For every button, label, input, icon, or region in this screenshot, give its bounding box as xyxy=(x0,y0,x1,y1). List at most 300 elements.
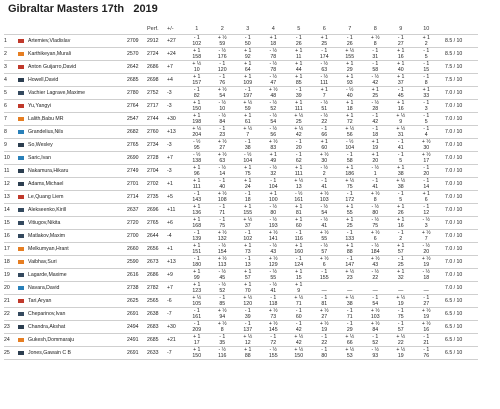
round-opponent: 102 xyxy=(192,41,202,47)
round-opponent: 76 xyxy=(219,80,226,86)
round-opponent: 150 xyxy=(192,106,202,112)
round-opponent: 160 xyxy=(294,249,304,255)
round-cell xyxy=(414,152,440,165)
round-opponent: 13 xyxy=(244,262,251,268)
round-opponent: 22 xyxy=(372,275,379,281)
rating-cell: 2720 xyxy=(127,220,139,226)
round-result: + ½ xyxy=(294,334,304,340)
round-cell xyxy=(414,178,440,191)
perf-cell: 2735 xyxy=(147,194,159,200)
round-opponent: 22 xyxy=(397,340,404,346)
round-result: + ½ xyxy=(243,217,253,223)
round-result: - 1 xyxy=(244,191,251,197)
player-name: Yu,Yangyi xyxy=(28,103,51,109)
round-opponent: 109 xyxy=(243,80,253,86)
round-opponent: 76 xyxy=(423,353,430,359)
round-opponent: 57 xyxy=(321,249,328,255)
round-result: + 1 xyxy=(295,204,303,210)
rank-cell: 2 xyxy=(4,51,7,57)
round-opponent: 49 xyxy=(270,158,277,164)
round-opponent: 29 xyxy=(346,67,353,73)
round-opponent: 60 xyxy=(321,145,328,151)
diff-cell: +9 xyxy=(167,272,173,278)
round-opponent: 186 xyxy=(345,171,355,177)
perf-cell: 2683 xyxy=(147,324,159,330)
score-cell: 6.5 / 10 xyxy=(445,324,463,330)
flag-icon xyxy=(18,312,24,316)
round-cell xyxy=(210,321,236,334)
round-opponent: 2 xyxy=(322,171,326,177)
score-cell: 6.5 / 10 xyxy=(445,311,463,317)
round-opponent: 129 xyxy=(268,262,278,268)
round-opponent: 78 xyxy=(270,54,277,60)
round-cell xyxy=(388,334,414,347)
rating-cell: 2780 xyxy=(127,90,139,96)
flag-icon xyxy=(18,113,28,126)
round-result: + ½ xyxy=(217,256,227,262)
flag-icon xyxy=(18,234,24,238)
round-result: - 1 xyxy=(193,321,200,327)
round-result: - ½ xyxy=(269,347,277,353)
rank-cell: 7 xyxy=(4,116,7,122)
perf-cell: 2638 xyxy=(147,311,159,317)
round-opponent: 54 xyxy=(219,93,226,99)
round-result: - 1 xyxy=(219,126,226,132)
score-cell: 6.5 / 10 xyxy=(445,350,463,356)
round-cell xyxy=(414,334,440,347)
round-opponent: 63 xyxy=(219,158,226,164)
page-title: Gibraltar Masters 17th 2019 xyxy=(8,3,158,15)
round-cell xyxy=(337,48,363,61)
round-result: - ½ xyxy=(320,204,328,210)
player-name: Navara,David xyxy=(28,285,60,291)
round-opponent: 72 xyxy=(270,340,277,346)
round-result: - 1 xyxy=(397,139,404,145)
round-opponent: 8 xyxy=(373,41,377,47)
round-opponent: 31 xyxy=(397,132,404,138)
perf-cell: 2782 xyxy=(147,285,159,291)
round-result: + ½ xyxy=(396,126,406,132)
round-opponent: 111 xyxy=(294,171,303,177)
round-result: - 1 xyxy=(219,178,226,184)
round-result: + ½ xyxy=(370,321,380,327)
round-result: - 1 xyxy=(397,87,404,93)
round-opponent: 58 xyxy=(372,67,379,73)
round-result: - 1 xyxy=(295,152,302,158)
round-result: + ½ xyxy=(243,295,253,301)
round-cell xyxy=(363,87,389,100)
round-cell xyxy=(414,48,440,61)
round-opponent: 81 xyxy=(295,210,302,216)
flag-icon xyxy=(18,78,24,82)
perf-cell: 2698 xyxy=(147,77,159,83)
round-result: - 1 xyxy=(244,139,251,145)
diff-cell: -7 xyxy=(167,350,172,356)
round-opponent: 100 xyxy=(268,197,278,203)
round-cell xyxy=(414,191,440,204)
round-result: - 1 xyxy=(321,347,328,353)
round-opponent: 60 xyxy=(295,314,302,320)
flag-icon xyxy=(18,117,24,121)
rating-cell: 2709 xyxy=(127,38,139,44)
round-opponent: 5 xyxy=(399,197,403,203)
round-opponent: — xyxy=(423,288,429,294)
round-cell xyxy=(286,347,312,360)
round-result: - ½ xyxy=(218,347,226,353)
round-result: - 1 xyxy=(321,295,328,301)
round-cell xyxy=(414,74,440,87)
round-result: - 1 xyxy=(219,334,226,340)
round-cell xyxy=(261,308,287,321)
header-diff: +/- xyxy=(167,26,174,32)
round-opponent: 84 xyxy=(219,119,226,125)
round-opponent: 57 xyxy=(397,249,404,255)
diff-cell: +7 xyxy=(167,155,173,161)
round-opponent: 29 xyxy=(346,327,353,333)
round-opponent: 174 xyxy=(319,54,329,60)
round-cell xyxy=(286,256,312,269)
round-opponent: 55 xyxy=(346,210,353,216)
round-cell xyxy=(312,74,338,87)
round-cell xyxy=(312,191,338,204)
round-cell xyxy=(286,204,312,217)
score-cell: 7.5 / 10 xyxy=(445,64,463,70)
round-opponent: 19 xyxy=(423,314,430,320)
round-cell xyxy=(184,243,210,256)
table-row xyxy=(4,230,478,243)
round-opponent: 22 xyxy=(321,119,328,125)
flag-icon xyxy=(18,347,28,360)
round-cell xyxy=(210,113,236,126)
round-result: + ½ xyxy=(345,295,355,301)
round-opponent: — xyxy=(372,288,378,294)
round-opponent: 19 xyxy=(372,145,379,151)
round-opponent: 10 xyxy=(193,67,200,73)
round-opponent: 19 xyxy=(397,353,404,359)
round-opponent: 62 xyxy=(295,158,302,164)
round-opponent: 8 xyxy=(373,197,377,203)
flag-icon xyxy=(18,204,28,217)
round-cell xyxy=(414,113,440,126)
round-cell xyxy=(312,113,338,126)
round-opponent: 133 xyxy=(345,236,355,242)
flag-icon xyxy=(18,143,24,147)
player-name: Le,Quang Liem xyxy=(28,194,64,200)
round-result: + ½ xyxy=(319,308,329,314)
round-opponent: 42 xyxy=(295,327,302,333)
score-cell: 7.0 / 10 xyxy=(445,181,463,187)
round-cell xyxy=(414,87,440,100)
header-round: 7 xyxy=(348,26,352,32)
round-cell xyxy=(363,295,389,308)
round-cell xyxy=(337,113,363,126)
perf-cell: 2686 xyxy=(147,64,159,70)
round-opponent: 25 xyxy=(372,93,379,99)
round-result: - 1 xyxy=(219,61,226,67)
round-cell xyxy=(363,74,389,87)
round-opponent: 172 xyxy=(345,197,355,203)
round-opponent: 168 xyxy=(192,223,202,229)
round-result: - 1 xyxy=(219,217,226,223)
round-cell xyxy=(312,139,338,152)
round-result: - 1 xyxy=(423,334,430,340)
round-opponent: 138 xyxy=(192,158,202,164)
score-cell: 6.5 / 10 xyxy=(445,337,463,343)
round-result: + ½ xyxy=(243,334,253,340)
round-cell xyxy=(388,139,414,152)
flag-icon xyxy=(18,208,24,212)
round-result: + ½ xyxy=(217,87,227,93)
round-opponent: 60 xyxy=(295,223,302,229)
score-cell: 7.0 / 10 xyxy=(445,194,463,200)
round-result: - ½ xyxy=(422,269,430,275)
flag-icon xyxy=(18,334,28,347)
round-cell xyxy=(312,35,338,48)
diff-cell: +21 xyxy=(167,337,176,343)
rating-cell: 2700 xyxy=(127,233,139,239)
round-cell xyxy=(337,308,363,321)
round-cell xyxy=(388,269,414,282)
round-result: - 1 xyxy=(372,295,379,301)
round-cell xyxy=(388,295,414,308)
round-cell xyxy=(337,321,363,334)
round-opponent: 2 xyxy=(399,236,403,242)
round-result: - 1 xyxy=(193,35,200,41)
round-cell xyxy=(210,126,236,139)
round-opponent: 75 xyxy=(346,184,353,190)
round-result: - ½ xyxy=(320,74,328,80)
round-result: + 1 xyxy=(244,113,252,119)
round-cell xyxy=(337,152,363,165)
round-opponent: 19 xyxy=(321,327,328,333)
round-cell xyxy=(210,61,236,74)
round-result: + ½ xyxy=(370,256,380,262)
perf-cell: 2686 xyxy=(147,272,159,278)
round-cell xyxy=(363,230,389,243)
round-cell xyxy=(235,243,261,256)
round-result: + ½ xyxy=(345,48,355,54)
round-result: + 1 xyxy=(295,61,303,67)
round-cell xyxy=(337,191,363,204)
round-cell xyxy=(261,126,287,139)
round-cell xyxy=(184,269,210,282)
round-opponent: 151 xyxy=(192,249,202,255)
round-opponent: 85 xyxy=(295,80,302,86)
round-cell xyxy=(388,35,414,48)
round-cell xyxy=(184,217,210,230)
round-cell xyxy=(312,178,338,191)
round-result: + 1 xyxy=(371,139,379,145)
round-opponent: 9 xyxy=(297,288,301,294)
round-cell xyxy=(337,334,363,347)
round-opponent: — xyxy=(347,288,353,294)
round-opponent: 30 xyxy=(321,158,328,164)
standings-table xyxy=(4,24,478,360)
round-result: - 1 xyxy=(423,100,430,106)
round-cell xyxy=(388,191,414,204)
round-result: + 1 xyxy=(346,113,354,119)
round-opponent: 38 xyxy=(244,145,251,151)
round-cell xyxy=(261,334,287,347)
player-name: Melkumyan,Hrant xyxy=(28,246,69,252)
round-result: + ½ xyxy=(370,308,380,314)
round-cell xyxy=(388,61,414,74)
round-result: - 1 xyxy=(397,35,404,41)
round-opponent: 94 xyxy=(219,314,226,320)
round-opponent: 25 xyxy=(397,262,404,268)
round-result: + 1 xyxy=(320,87,328,93)
player-name: Howell,David xyxy=(28,77,59,83)
round-result: - 1 xyxy=(372,113,379,119)
round-cell xyxy=(184,48,210,61)
round-cell xyxy=(388,126,414,139)
round-cell xyxy=(337,282,363,295)
round-result: + 1 xyxy=(320,139,328,145)
round-result: + 1 xyxy=(346,217,354,223)
round-opponent: 83 xyxy=(270,145,277,151)
round-result: + 1 xyxy=(244,48,252,54)
perf-cell: 2752 xyxy=(147,90,159,96)
round-cell xyxy=(414,347,440,360)
round-result: - 1 xyxy=(423,126,430,132)
perf-cell: 2644 xyxy=(147,233,159,239)
round-cell xyxy=(261,321,287,334)
round-cell xyxy=(235,334,261,347)
round-opponent: 64 xyxy=(244,67,251,73)
round-opponent: 88 xyxy=(346,249,353,255)
round-result: + ½ xyxy=(396,113,406,119)
round-opponent: 52 xyxy=(372,340,379,346)
round-result: - ½ xyxy=(422,243,430,249)
round-cell xyxy=(235,347,261,360)
round-cell xyxy=(261,269,287,282)
round-cell xyxy=(414,100,440,113)
round-opponent: 42 xyxy=(372,119,379,125)
round-opponent: 3 xyxy=(424,106,428,112)
header-round: 1 xyxy=(195,26,199,32)
round-cell xyxy=(312,282,338,295)
round-opponent: 71 xyxy=(219,210,226,216)
round-opponent: 39 xyxy=(295,93,302,99)
round-opponent: 25 xyxy=(346,223,353,229)
round-result: + 1 xyxy=(397,269,405,275)
round-result: - ½ xyxy=(320,113,328,119)
round-cell xyxy=(286,87,312,100)
round-opponent: 124 xyxy=(294,262,304,268)
round-result: - 1 xyxy=(193,230,200,236)
round-opponent: 42 xyxy=(295,340,302,346)
round-opponent: 155 xyxy=(268,353,278,359)
table-row xyxy=(4,269,478,282)
round-cell xyxy=(235,126,261,139)
round-opponent: 40 xyxy=(397,67,404,73)
round-opponent: 103 xyxy=(319,197,329,203)
rating-cell: 2764 xyxy=(127,103,139,109)
round-result: - 1 xyxy=(193,87,200,93)
table-row xyxy=(4,126,478,139)
round-opponent: 102 xyxy=(243,236,253,242)
round-result: - ½ xyxy=(320,100,328,106)
round-cell xyxy=(388,347,414,360)
round-cell xyxy=(363,35,389,48)
round-result: + ½ xyxy=(294,295,304,301)
round-cell xyxy=(312,152,338,165)
round-opponent: 120 xyxy=(243,301,253,307)
flag-icon xyxy=(18,91,24,95)
round-result: + ½ xyxy=(370,230,380,236)
round-result: + 1 xyxy=(193,347,201,353)
score-cell: 8.5 / 10 xyxy=(445,38,463,44)
round-result: - 1 xyxy=(270,334,277,340)
score-cell: 7.0 / 10 xyxy=(445,272,463,278)
round-opponent: 44 xyxy=(295,67,302,73)
round-opponent: 43 xyxy=(270,249,277,255)
round-cell xyxy=(184,126,210,139)
round-opponent: 58 xyxy=(346,158,353,164)
round-cell xyxy=(337,61,363,74)
round-result: - 1 xyxy=(423,74,430,80)
player-name: Matlakov,Maxim xyxy=(28,233,66,239)
round-opponent: 16 xyxy=(397,106,404,112)
round-cell xyxy=(414,243,440,256)
round-result: - 1 xyxy=(397,191,404,197)
round-opponent: 104 xyxy=(345,145,355,151)
table-row xyxy=(4,191,478,204)
round-result: + ½ xyxy=(217,35,227,41)
round-opponent: 27 xyxy=(219,145,226,151)
round-result: - 1 xyxy=(372,126,379,132)
round-cell xyxy=(286,35,312,48)
round-opponent: 39 xyxy=(244,314,251,320)
round-result: + ½ xyxy=(268,230,278,236)
round-cell xyxy=(261,204,287,217)
perf-cell: 2912 xyxy=(147,38,159,44)
round-result: + ½ xyxy=(370,191,380,197)
round-cell xyxy=(261,256,287,269)
round-cell xyxy=(235,61,261,74)
score-cell: 7.0 / 10 xyxy=(445,246,463,252)
round-result: - 1 xyxy=(372,178,379,184)
round-result: + 1 xyxy=(346,74,354,80)
round-cell xyxy=(210,308,236,321)
rank-cell: 24 xyxy=(4,337,10,343)
round-opponent: 82 xyxy=(193,93,200,99)
round-opponent: 161 xyxy=(294,197,304,203)
score-cell: 7.0 / 10 xyxy=(445,207,463,213)
round-opponent: 50 xyxy=(244,41,251,47)
round-cell xyxy=(286,269,312,282)
rank-cell: 4 xyxy=(4,77,7,83)
rating-cell: 2685 xyxy=(127,77,139,83)
round-result: + 1 xyxy=(397,165,405,171)
round-result: - ½ xyxy=(371,269,379,275)
round-opponent: 209 xyxy=(192,327,202,333)
round-opponent: 38 xyxy=(397,171,404,177)
round-result: - ½ xyxy=(193,152,201,158)
round-opponent: 93 xyxy=(372,353,379,359)
round-opponent: 71 xyxy=(295,301,302,307)
round-cell xyxy=(414,61,440,74)
round-cell xyxy=(337,230,363,243)
round-cell xyxy=(235,139,261,152)
round-opponent: 54 xyxy=(270,119,277,125)
round-result: - ½ xyxy=(218,113,226,119)
round-opponent: 12 xyxy=(244,340,251,346)
round-result: - 1 xyxy=(397,308,404,314)
round-result: - 1 xyxy=(346,308,353,314)
round-result: + 1 xyxy=(295,217,303,223)
diff-cell: +11 xyxy=(167,207,176,213)
